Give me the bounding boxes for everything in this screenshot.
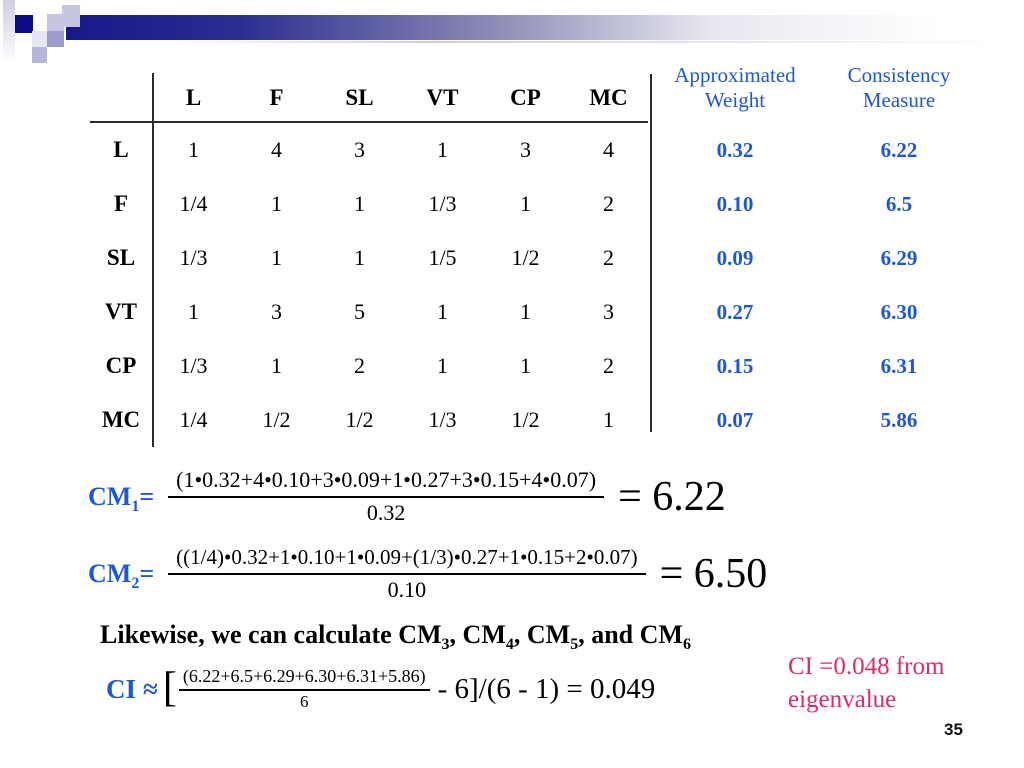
matrix-cell: 5 [354,299,365,324]
matrix-col-header: MC [589,85,628,110]
fraction-denominator: 0.32 [366,500,406,525]
page-number: 35 [944,720,963,739]
approximated-weight-header-line2: Weight [704,88,766,112]
matrix-cell: 1/3 [179,245,208,270]
fraction-numerator: (1•0.32+4•0.10+3•0.09+1•0.27+3•0.15+4•0.07) [168,467,604,498]
matrix-cell: 1 [437,299,448,324]
ci-result: - 6]/(6 - 1) = 0.049 [437,672,656,705]
cm2-result: = 6.50 [659,551,768,597]
deco-square-medium [47,31,64,47]
matrix-row-label: F [113,191,129,216]
matrix-col-header: SL [345,85,374,110]
consistency-value: 6.5 [885,191,913,216]
matrix-corner-cell [90,62,152,123]
matrix-cell: 1/2 [511,245,540,270]
approximated-weight-header [656,62,814,123]
fraction-numerator: ((1/4)•0.32+1•0.10+1•0.09+(1/3)•0.27+1•0.15+2•0.07) [168,545,645,575]
cm2-label: $CM_2=$ [88,559,155,593]
title-gradient-bar [66,15,1014,40]
matrix-cell: 2 [603,245,614,270]
matrix-cell: 4 [271,137,282,162]
title-bar-underline [170,41,1010,43]
open-bracket: [ [162,665,177,712]
matrix-cell: 1/3 [179,353,208,378]
weight-value: 0.32 [716,137,754,162]
matrix-cell: 4 [603,137,614,162]
matrix-cell: 3 [354,137,365,162]
matrix-cell: 2 [603,353,614,378]
deco-square-navy [15,15,33,33]
cm1-label: $CM_1=$ [88,481,155,515]
consistency-value: 6.30 [880,299,918,324]
matrix-cell: 1/4 [179,407,208,432]
consistency-measure-header-line2: Measure [862,88,936,112]
matrix-cell: 1/3 [428,191,457,216]
consistency-value: 6.29 [880,245,918,270]
matrix-cell: 1/2 [262,407,291,432]
consistency-measure-header-line1: Consistency [847,63,951,87]
matrix-row-label: MC [101,407,141,432]
matrix-cell: 1 [437,137,448,162]
fraction-denominator: 0.10 [387,577,427,602]
matrix-col-header: F [269,85,284,110]
consistency-value: 5.86 [880,407,918,432]
deco-square-light [32,31,47,47]
cm2-formula [88,545,767,603]
weight-value: 0.09 [716,245,754,270]
matrix-cell: 1 [354,245,365,270]
weight-value: 0.15 [716,353,754,378]
matrix-cell: 1 [520,191,531,216]
weight-consistency-columns [656,62,984,447]
fraction-denominator: 6 [299,692,309,711]
matrix-cell: 1/3 [428,407,457,432]
matrix-cell: 1 [271,191,282,216]
matrix-cell: 1 [188,299,199,324]
matrix-cell: 1 [603,407,614,432]
weight-value: 0.10 [716,191,754,216]
fraction-numerator: (6.22+6.5+6.29+6.30+6.31+5.86) [179,666,430,691]
ci-fraction [179,666,430,712]
matrix-cell: 1/2 [345,407,374,432]
matrix-row-label: L [113,137,129,162]
matrix-cell: 1 [520,299,531,324]
matrix-cell: 1/2 [511,407,540,432]
cm1-result: = 6.22 [618,473,726,520]
deco-square-bottom [32,47,47,63]
deco-square-lavender-2 [62,5,80,27]
matrix-cell: 3 [603,299,614,324]
matrix-vertical-rule-left [152,73,154,447]
matrix-cell: 1 [437,353,448,378]
matrix-cell: 1 [271,353,282,378]
comparison-matrix [90,62,650,447]
matrix-cell: 1/4 [179,191,208,216]
matrix-cell: 3 [520,137,531,162]
weight-value: 0.07 [716,407,754,432]
approx-symbol: ≈ [143,673,158,704]
matrix-row-label: VT [105,299,137,324]
matrix-cell: 1 [271,245,282,270]
cm1-fraction [168,467,604,526]
eigenvalue-note [788,650,944,716]
weight-value: 0.27 [716,299,754,324]
deco-vertical-strip [3,0,15,64]
matrix-cell: 3 [271,299,282,324]
matrix-col-header: CP [510,85,541,110]
ci-label: CI [106,673,137,704]
cm1-formula [88,467,726,526]
ci-formula [106,666,655,712]
matrix-header-rule [90,121,648,123]
cm2-fraction [168,545,645,603]
matrix-row-label: SL [106,245,136,270]
matrix-cell: 1 [520,353,531,378]
approximated-weight-header-line1: Approximated [674,63,796,87]
likewise-text: Likewise, we can calculate $CM_3$, $CM_4$, $CM_5$, and $CM_6$ [100,620,691,654]
matrix-col-header: L [185,85,202,110]
matrix-cell: 1 [354,191,365,216]
matrix-cell: 2 [603,191,614,216]
matrix-cell: 2 [354,353,365,378]
consistency-value: 6.31 [880,353,918,378]
consistency-value: 6.22 [880,137,918,162]
matrix-row-label: CP [105,353,137,378]
matrix-cell: 1 [188,137,199,162]
matrix-col-header: VT [426,85,459,110]
eigenvalue-note-line1: CI =0.048 from [788,653,945,680]
consistency-measure-header [814,62,984,123]
matrix-vertical-rule-right [650,74,652,432]
matrix-cell: 1/5 [428,245,457,270]
eigenvalue-note-line2: eigenvalue [788,686,897,713]
